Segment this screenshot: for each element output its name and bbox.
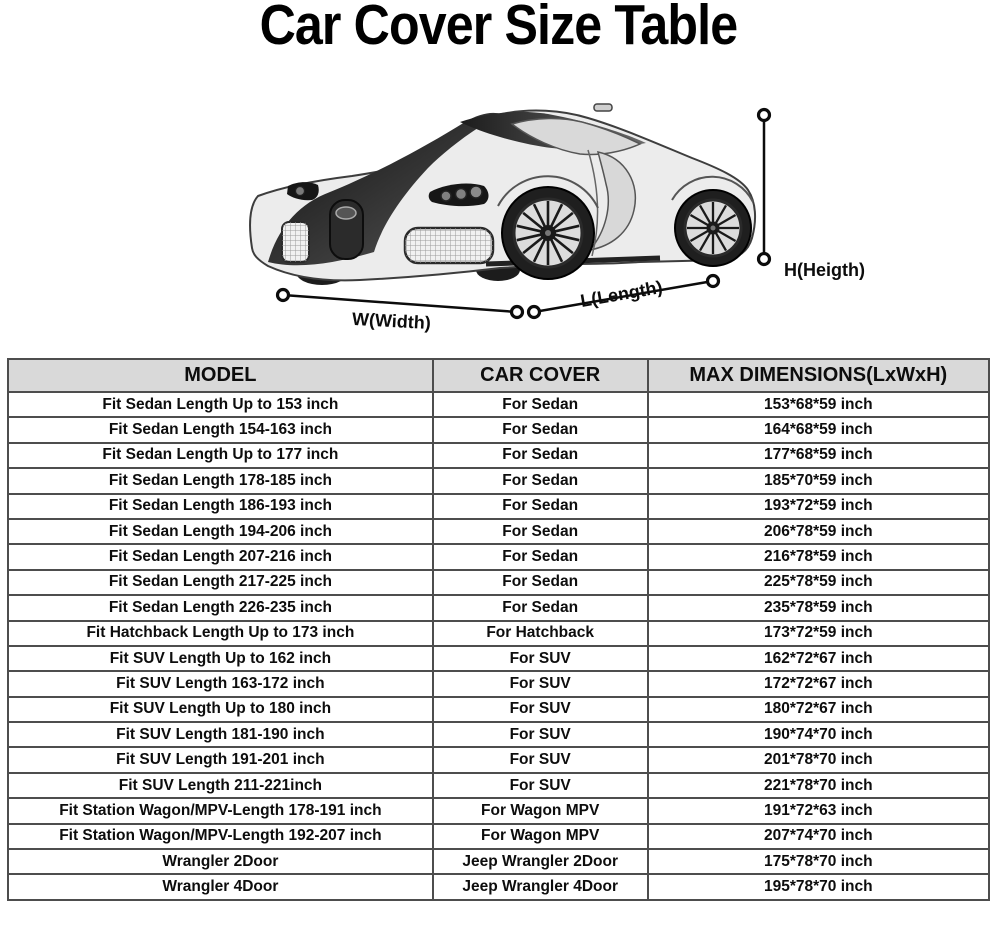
table-cell: Jeep Wrangler 2Door [433, 849, 648, 874]
table-row [8, 671, 989, 696]
table-cell: Fit Sedan Length 154-163 inch [8, 417, 433, 442]
table-cell: Fit Sedan Length 186-193 inch [8, 494, 433, 519]
table-cell: 172*72*67 inch [648, 671, 989, 696]
table-row [8, 621, 989, 646]
table-cell: Fit Sedan Length 217-225 inch [8, 570, 433, 595]
table-cell: For SUV [433, 697, 648, 722]
table-cell: Fit Station Wagon/MPV-Length 178-191 inch [8, 798, 433, 823]
table-cell: Fit Sedan Length 207-216 inch [8, 544, 433, 569]
car-drawing [250, 104, 755, 285]
table-cell: For SUV [433, 747, 648, 772]
table-cell: Jeep Wrangler 4Door [433, 874, 648, 899]
table-row [8, 392, 989, 417]
table-cell: For Sedan [433, 595, 648, 620]
table-row [8, 824, 989, 849]
table-cell: For Sedan [433, 417, 648, 442]
height-dimension-label: H(Heigth) [784, 260, 865, 280]
table-cell: 190*74*70 inch [648, 722, 989, 747]
table-cell: Fit SUV Length Up to 180 inch [8, 697, 433, 722]
table-cell: 175*78*70 inch [648, 849, 989, 874]
table-cell: For Sedan [433, 544, 648, 569]
table-row [8, 697, 989, 722]
table-cell: 180*72*67 inch [648, 697, 989, 722]
table-cell: 173*72*59 inch [648, 621, 989, 646]
table-cell: Fit Sedan Length 226-235 inch [8, 595, 433, 620]
size-table-body [8, 392, 989, 900]
table-row [8, 570, 989, 595]
table-row [8, 494, 989, 519]
table-cell: 162*72*67 inch [648, 646, 989, 671]
table-row [8, 722, 989, 747]
table-cell: 153*68*59 inch [648, 392, 989, 417]
table-row [8, 544, 989, 569]
table-row [8, 417, 989, 442]
table-cell: For Sedan [433, 519, 648, 544]
table-row [8, 798, 989, 823]
table-cell: For Wagon MPV [433, 824, 648, 849]
table-cell: For Sedan [433, 443, 648, 468]
table-cell: 164*68*59 inch [648, 417, 989, 442]
table-cell: Fit Station Wagon/MPV-Length 192-207 inch [8, 824, 433, 849]
table-row [8, 443, 989, 468]
table-cell: Fit Sedan Length 194-206 inch [8, 519, 433, 544]
height-dimension-line [759, 110, 770, 265]
table-cell: Fit SUV Length 211-221inch [8, 773, 433, 798]
table-cell: For SUV [433, 646, 648, 671]
table-row [8, 747, 989, 772]
table-cell: 221*78*70 inch [648, 773, 989, 798]
table-cell: 216*78*59 inch [648, 544, 989, 569]
page-title: Car Cover Size Table [259, 0, 738, 57]
table-cell: For Hatchback [433, 621, 648, 646]
table-cell: 193*72*59 inch [648, 494, 989, 519]
header-row [8, 359, 989, 392]
table-cell: For Sedan [433, 392, 648, 417]
table-row [8, 468, 989, 493]
table-cell: Fit SUV Length Up to 162 inch [8, 646, 433, 671]
table-row [8, 773, 989, 798]
size-table [7, 358, 990, 901]
table-cell: Fit SUV Length 181-190 inch [8, 722, 433, 747]
table-cell: 191*72*63 inch [648, 798, 989, 823]
table-cell: For Sedan [433, 570, 648, 595]
table-cell: 225*78*59 inch [648, 570, 989, 595]
table-cell: 195*78*70 inch [648, 874, 989, 899]
table-cell: Fit Sedan Length Up to 153 inch [8, 392, 433, 417]
column-header-model: MODEL [8, 359, 433, 392]
column-header-car-cover: CAR COVER [433, 359, 648, 392]
table-cell: Fit Hatchback Length Up to 173 inch [8, 621, 433, 646]
table-cell: 206*78*59 inch [648, 519, 989, 544]
table-cell: For Sedan [433, 494, 648, 519]
table-cell: For SUV [433, 722, 648, 747]
table-row [8, 646, 989, 671]
table-cell: Wrangler 2Door [8, 849, 433, 874]
table-row [8, 595, 989, 620]
table-cell: For Sedan [433, 468, 648, 493]
table-cell: For SUV [433, 671, 648, 696]
size-table-header [8, 359, 989, 392]
table-cell: 207*74*70 inch [648, 824, 989, 849]
table-cell: Fit Sedan Length 178-185 inch [8, 468, 433, 493]
table-row [8, 849, 989, 874]
table-cell: Fit SUV Length 191-201 inch [8, 747, 433, 772]
column-header-max-dimensions: MAX DIMENSIONS(LxWxH) [648, 359, 989, 392]
table-row [8, 874, 989, 899]
length-dimension-label: L(Length) [578, 276, 664, 312]
front-wheel [502, 187, 594, 279]
table-cell: 201*78*70 inch [648, 747, 989, 772]
table-cell: 185*70*59 inch [648, 468, 989, 493]
car-dimension-diagram [0, 88, 997, 348]
table-cell: Wrangler 4Door [8, 874, 433, 899]
table-cell: Fit SUV Length 163-172 inch [8, 671, 433, 696]
table-cell: 177*68*59 inch [648, 443, 989, 468]
table-cell: For SUV [433, 773, 648, 798]
table-row [8, 519, 989, 544]
table-cell: Fit Sedan Length Up to 177 inch [8, 443, 433, 468]
width-dimension-label: W(Width) [351, 308, 432, 334]
page-header [0, 0, 997, 58]
rear-wheel [675, 190, 751, 266]
car-illustration [0, 88, 997, 348]
table-cell: For Wagon MPV [433, 798, 648, 823]
table-cell: 235*78*59 inch [648, 595, 989, 620]
